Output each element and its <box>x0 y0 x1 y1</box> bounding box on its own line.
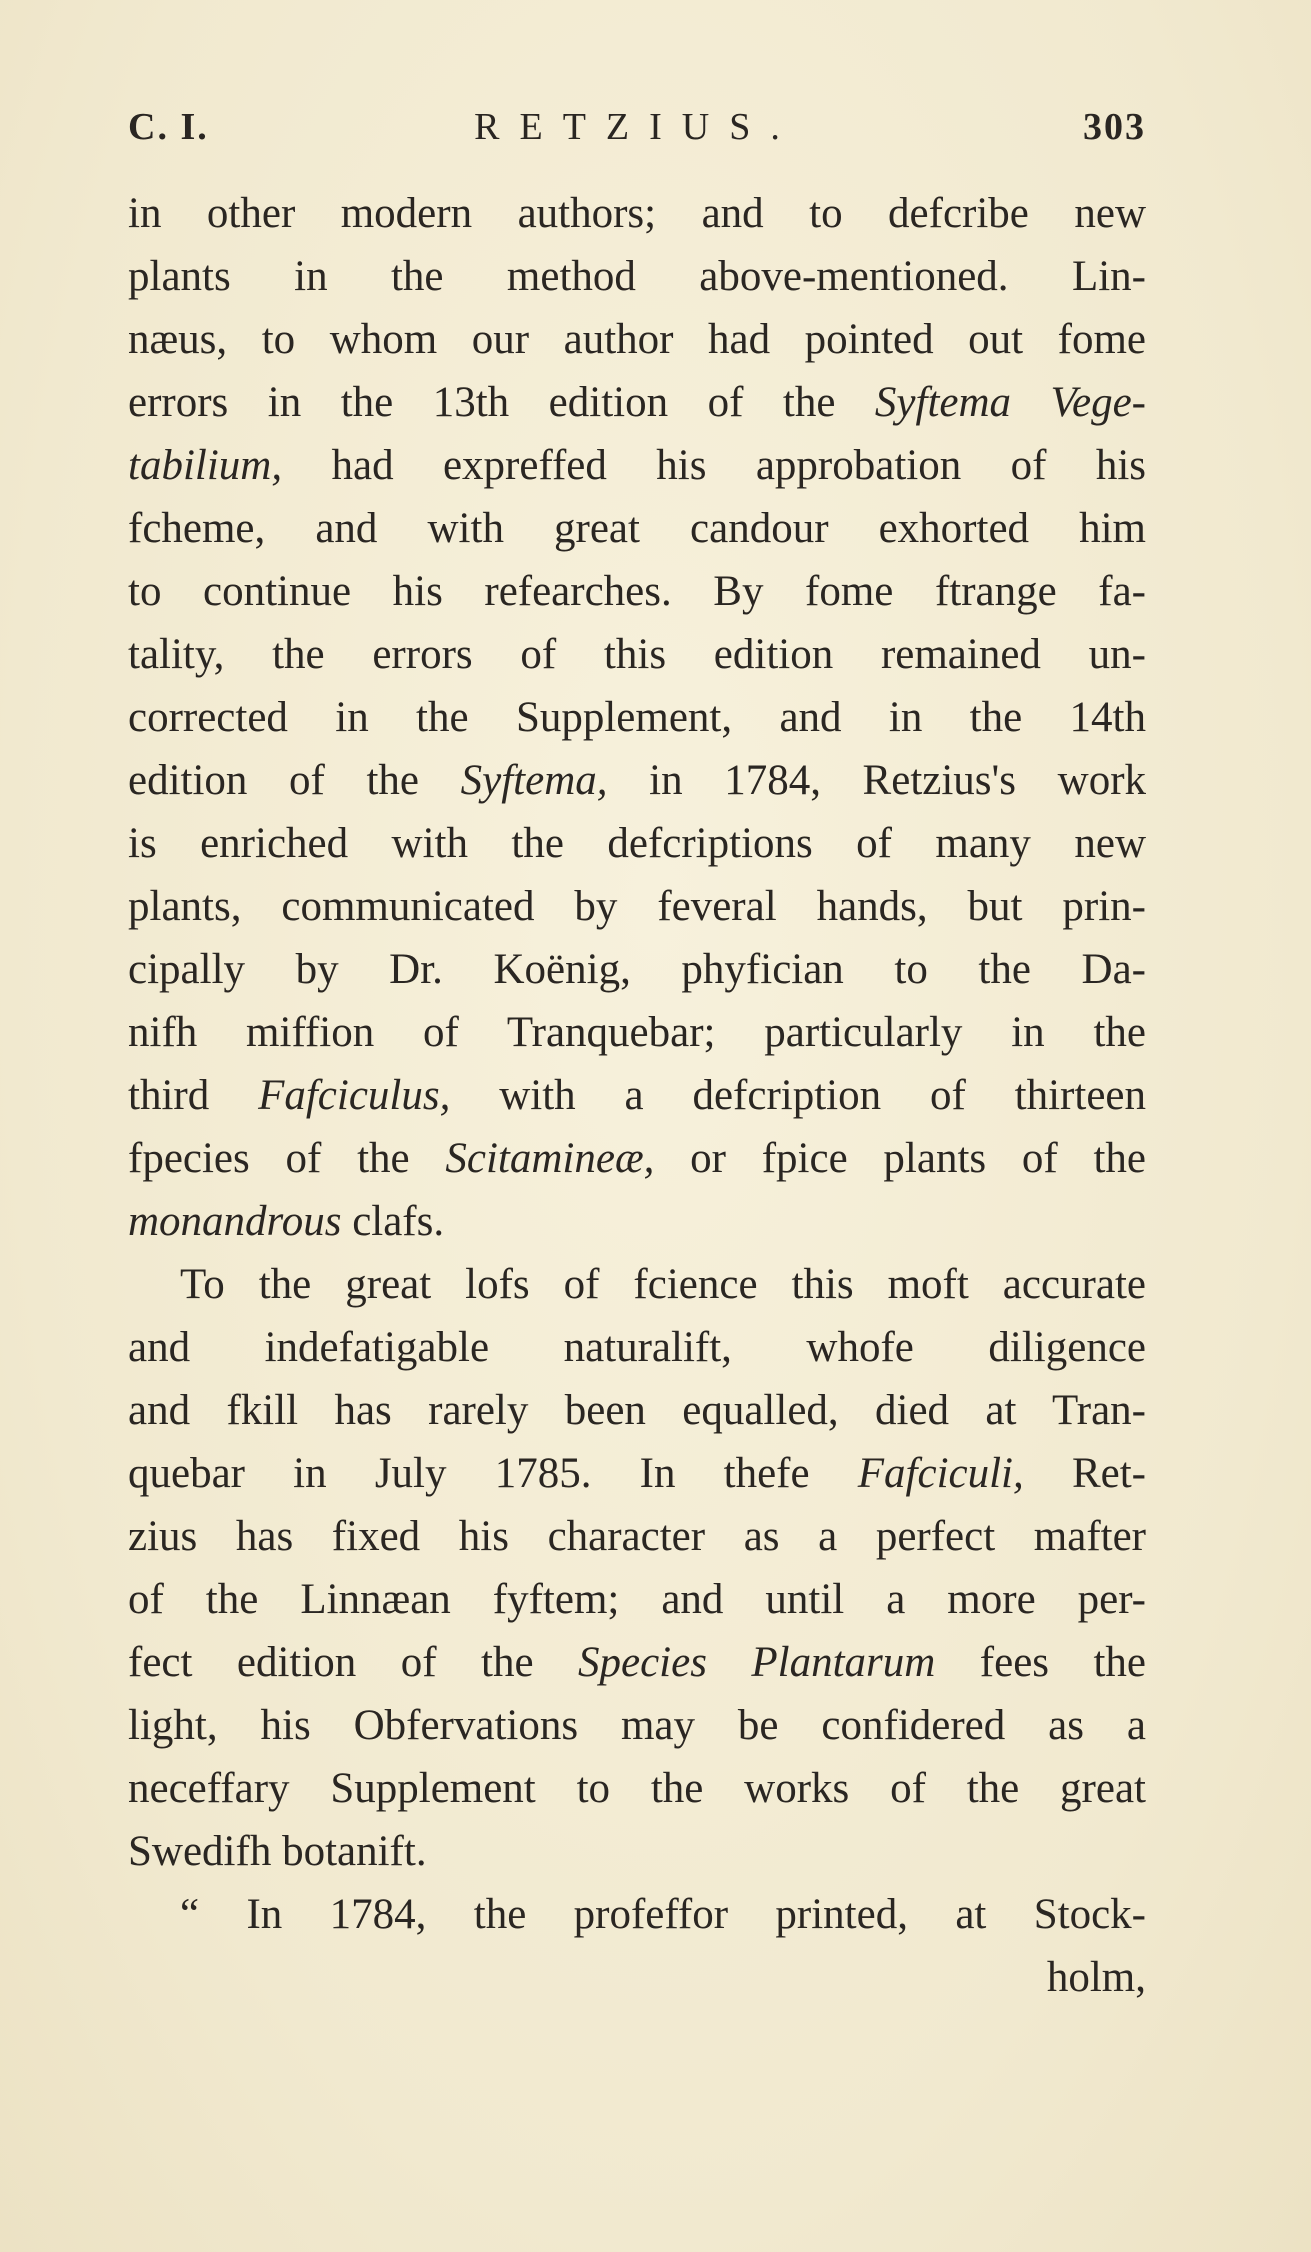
page-number: 303 <box>1083 106 1146 148</box>
catchword: holm, <box>1046 1954 1146 2001</box>
text-line: plants in the method above-mentioned. Lin- <box>128 253 1146 300</box>
running-title: RETZIUS. <box>474 106 800 148</box>
text-line: cipally by Dr. Koënig, phyfician to the Da- <box>128 946 1146 993</box>
running-header <box>128 105 1146 155</box>
text-line: monandrous clafs. <box>128 1198 445 1245</box>
text-line: fpecies of the Scitamineæ, or fpice plants of the <box>128 1135 1147 1182</box>
text-line: neceffary Supplement to the works of the great <box>128 1765 1146 1812</box>
text-line: in other modern authors; and to defcribe new <box>128 190 1146 237</box>
text-line: light, his Obfervations may be confidered as a <box>128 1702 1146 1749</box>
text-line: fcheme, and with great candour exhorted him <box>128 505 1146 552</box>
text-line: “ In 1784, the profeffor printed, at Stock- <box>180 1891 1146 1938</box>
text-line: and fkill has rarely been equalled, died at Tran- <box>128 1387 1146 1434</box>
text-line: tality, the errors of this edition remained un- <box>128 631 1146 678</box>
text-line: quebar in July 1785. In thefe Fafciculi, Ret- <box>128 1450 1146 1497</box>
text-line: tabilium, had expreffed his approbation of his <box>128 442 1146 489</box>
text-line: and indefatigable naturalift, whofe diligence <box>128 1324 1146 1371</box>
text-line: nifh miffion of Tranquebar; particularly in the <box>128 1009 1146 1056</box>
text-line: fect edition of the Species Plantarum fees the <box>128 1639 1147 1686</box>
text-line: corrected in the Supplement, and in the 14th <box>128 694 1146 741</box>
text-line: is enriched with the defcriptions of many new <box>128 820 1146 867</box>
text-line: zius has fixed his character as a perfect mafter <box>128 1513 1146 1560</box>
chapter-marker: C. I. <box>128 106 209 148</box>
body-text <box>128 182 1146 2009</box>
text-line: of the Linnæan fyftem; and until a more per- <box>128 1576 1146 1623</box>
text-line: to continue his refearches. By fome ftrange fa- <box>128 568 1146 615</box>
text-line: plants, communicated by feveral hands, but prin- <box>128 883 1146 930</box>
text-line: næus, to whom our author had pointed out fome <box>128 316 1146 363</box>
text-line: edition of the Syftema, in 1784, Retzius's work <box>128 757 1147 804</box>
text-line: errors in the 13th edition of the Syftema Vege- <box>128 379 1147 426</box>
text-line: third Fafciculus, with a defcription of thirteen <box>128 1072 1146 1119</box>
text-line: To the great lofs of fcience this moft accurate <box>180 1261 1146 1308</box>
text-line: Swedifh botanift. <box>128 1828 427 1875</box>
